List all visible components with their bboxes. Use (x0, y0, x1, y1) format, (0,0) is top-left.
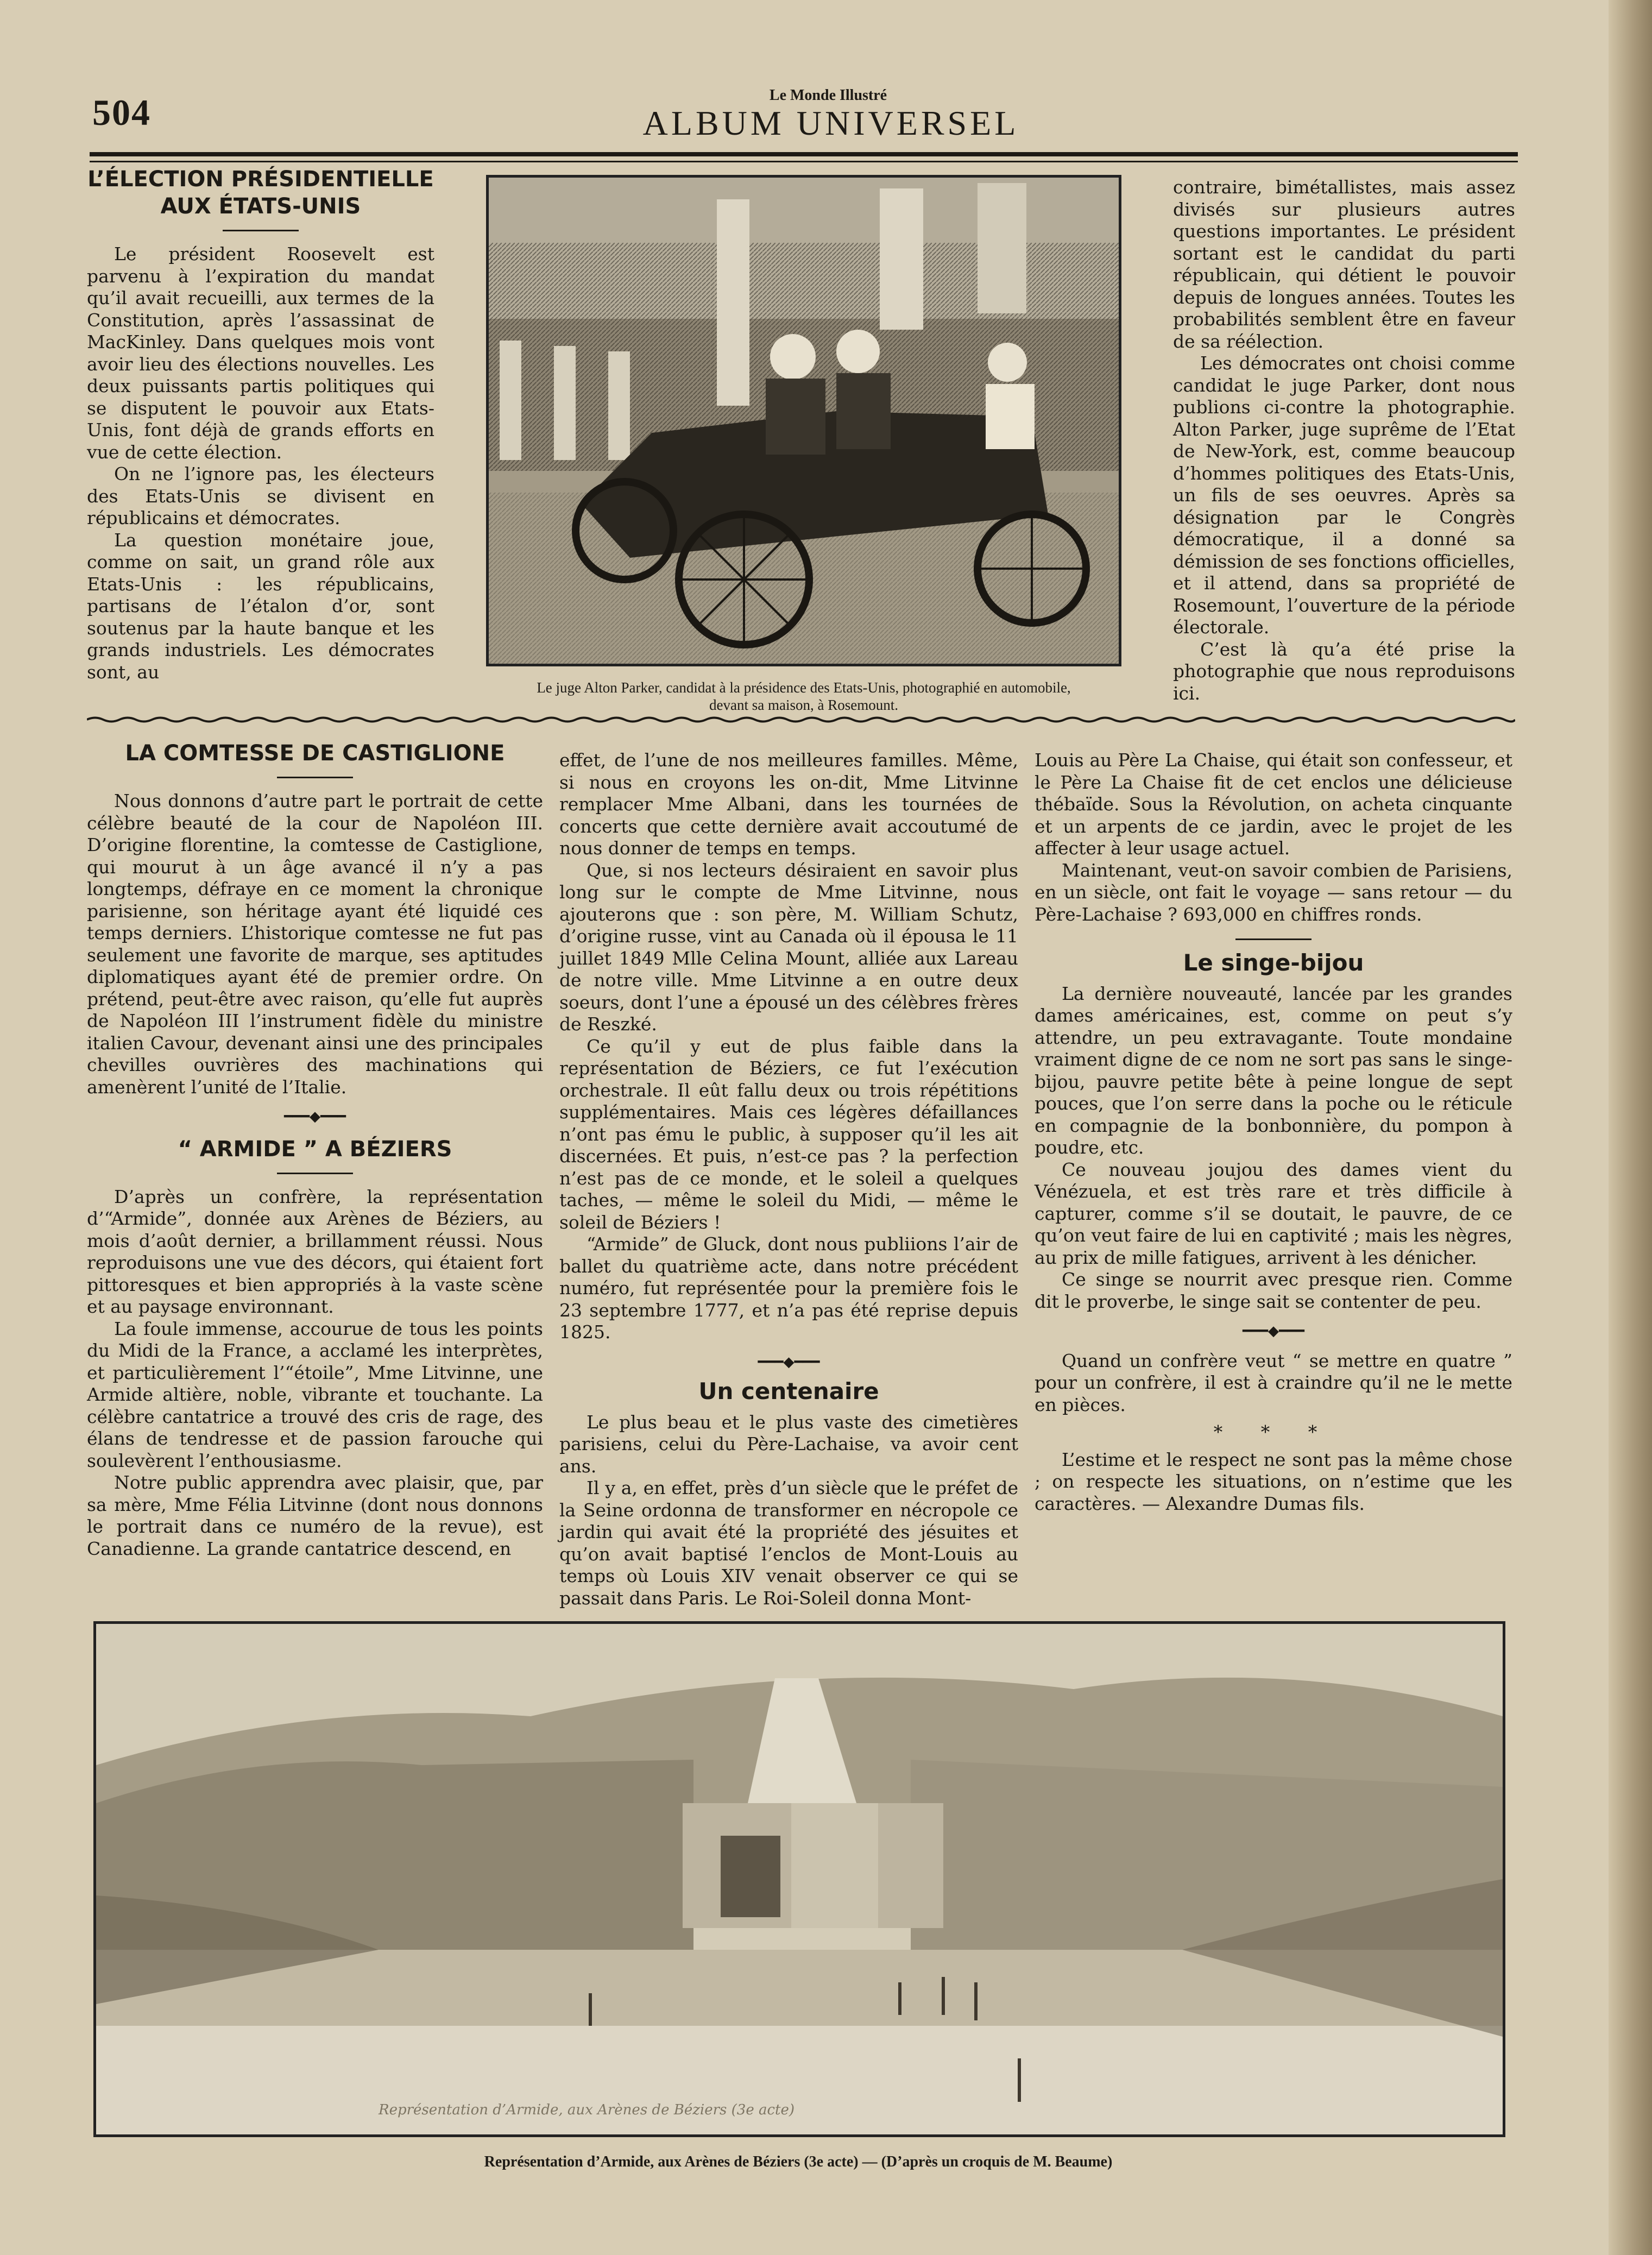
election-heading: L’ÉLECTION PRÉSIDENTIELLE AUX ÉTATS-UNIS (87, 167, 434, 219)
singe-paragraph: Ce nouveau joujou des dames vient du Vénézuela, et est très rare et très difficile à capturer, comme s’il se doutait, le pauvre, de ce qu’on veut faire de lui en captivité ; mais les nègres, au prix de mille fatigues, arrivent à les dénicher. (1035, 1158, 1512, 1268)
stars-separator: * * * (1213, 1421, 1334, 1443)
armide-arena-illustration (93, 1621, 1505, 2137)
ornament-divider: ━━━◆━━━ (284, 1108, 346, 1125)
armide-paragraph: Ce qu’il y eut de plus faible dans la représentation de Béziers, ce fut l’exécution orchestrale. Il eût fallu deux ou trois répétitions supplémentaires. Mais ces légères défaillances n’ont pas ému le public, à supposer qu’il les ait discernées. Et puis, n’est-ce pas ? la perfection n’est pas de ce monde, et le soleil a quelques taches, — même le soleil du Midi, — même le soleil de Béziers ! (559, 1035, 1018, 1233)
section-divider (87, 716, 1515, 723)
armide-paragraph: La foule immense, accourue de tous les points du Midi de la France, a acclamé les interprètes, et particulièrement l’“étoile”, Mme Litvinne, une Armide altière, noble, vibrante et touchante. La célèbre cantatrice a trouvé des cris de rage, des élans de tendresse et de passion farouche qui soulevèrent l’enthousiasme. (87, 1318, 543, 1471)
election-article-right (1173, 177, 1515, 704)
masthead-supertitle: Le Monde Illustré (769, 87, 887, 104)
arena-sketch (96, 1624, 1503, 2134)
photo-caption-line: Le juge Alton Parker, candidat à la présidence des Etats-Unis, photographié en automobile, (537, 679, 1071, 696)
illustration-inset-caption: Représentation d’Armide, aux Arènes de Béziers (3e acte) (379, 2102, 795, 2118)
armide-paragraph: Notre public apprendra avec plaisir, que, par sa mère, Mme Félia Litvinne (dont nous donnons le portrait dans ce numéro de la revue), est Canadienne. La grande cantatrice descend, en (87, 1472, 543, 1559)
heading-underline (277, 777, 353, 778)
election-paragraph: Les démocrates ont choisi comme candidat le juge Parker, dont nous publions ci-contre la photographie. Alton Parker, juge suprême de l’Etat de New-York, est, comme beaucoup d’hommes politiques des Etats-Unis, un fils de ses oeuvres. Après sa désignation par le Congrès démocratique, il a donné sa démission de ses fonctions officielles, et il attend, dans sa propriété de Rosemount, l’ouverture de la période électorale. (1173, 352, 1515, 638)
centenaire-paragraph: Il y a, en effet, près d’un siècle que le préfet de la Seine ordonna de transformer en nécropole ce jardin qui avait été la propriété des jésuites et qu’on avait baptisé l’enclos de Mont-Louis au temps où Louis XIV venait observer ce qui se passait dans Paris. Le Roi-Soleil donna Mont- (559, 1477, 1018, 1609)
parker-photo-illustration (489, 178, 1119, 664)
election-paragraph: On ne l’ignore pas, les électeurs des Etats-Unis se divisent en républicains et démocrates. (87, 463, 434, 528)
centenaire-paragraph: Louis au Père La Chaise, qui était son confesseur, et le Père La Chaise fit de cet enclos une délicieuse thébaïde. Sous la Révolution, on acheta cinquante et un arpents de ce jardin, avec le projet de les affecter à leur usage actuel. (1035, 749, 1512, 859)
header-rule-thin (90, 161, 1518, 162)
column-one (87, 740, 543, 1560)
column-two (559, 749, 1018, 1609)
singe-heading: Le singe-bijou (1183, 949, 1364, 976)
centenaire-heading: Un centenaire (698, 1378, 879, 1404)
ornament-divider: ━━━◆━━━ (1243, 1323, 1304, 1339)
heading-underline (223, 230, 299, 231)
illustration-caption: Représentation d’Armide, aux Arènes de Béziers (3e acte) — (D’après un croquis de M. Beaume) (484, 2153, 1113, 2170)
column-three (1035, 749, 1512, 1515)
page-number: 504 (92, 92, 151, 133)
section-rule (1235, 938, 1311, 940)
heading-underline (277, 1173, 353, 1174)
armide-heading: “ ARMIDE ” A BÉZIERS (178, 1136, 452, 1162)
election-paragraph: Le président Roosevelt est parvenu à l’expiration du mandat qu’il avait recueilli, aux termes de la Constitution, après l’assassinat de MacKinley. Dans quelques mois vont avoir lieu des élections nouvelles. Les deux puissants partis politiques qui se disputent le pouvoir aux Etats-Unis, font déjà de grands efforts en vue de cette élection. (87, 243, 434, 463)
castiglione-paragraph: Nous donnons d’autre part le portrait de cette célèbre beauté de la cour de Napoléon III. D’origine florentine, la comtesse de Castiglione, qui mourut à un âge avancé il n’y a pas longtemps, défraye en ce moment la chronique parisienne, son héritage ayant été liquidé ces temps derniers. L’historique comtesse ne fut pas seulement une favorite de marque, ses aptitudes diplomatiques ayant été de premier ordre. On prétend, peut-être avec raison, qu’elle fut auprès de Napoléon III l’instrument fidèle du ministre italien Cavour, devenant ainsi une des principales chevilles ouvrières des machinations qui amenèrent l’unité de l’Italie. (87, 790, 543, 1098)
maxim-paragraph: L’estime et le respect ne sont pas la même chose ; on respecte les situations, on n’estime que les caractères. — Alexandre Dumas fils. (1035, 1448, 1512, 1514)
election-article-left (87, 166, 434, 683)
centenaire-paragraph: Le plus beau et le plus vaste des cimetières parisiens, celui du Père-Lachaise, va avoir cent ans. (559, 1411, 1018, 1477)
ornament-divider: ━━━◆━━━ (758, 1353, 820, 1370)
header-rule (90, 152, 1518, 156)
castiglione-heading: LA COMTESSE DE CASTIGLIONE (125, 741, 505, 766)
singe-paragraph: La dernière nouveauté, lancée par les grandes dames américaines, est, comme on peut s’y attendre, un peu extravagante. Toute mondaine vraiment digne de ce nom ne sort pas sans le singe-bijou, pauvre petite bête à peine longue de sept pouces, que l’on serre dans la poche ou le réticule en compagnie de la bonbonnière, du pompon à poudre, etc. (1035, 982, 1512, 1158)
photo-caption-line: devant sa maison, à Rosemount. (709, 697, 898, 713)
parker-automobile-photo (486, 175, 1121, 666)
masthead-title: ALBUM UNIVERSEL (642, 104, 1019, 142)
parker-photo-caption (467, 679, 1140, 714)
election-paragraph: C’est là qu’a été prise la photographie que nous reproduisons ici. (1173, 638, 1515, 704)
armide-paragraph: “Armide” de Gluck, dont nous publiions l’air de ballet du quatrième acte, dans notre précédent numéro, fut représentée pour la première fois le 23 septembre 1777, et n’a pas été reprise depuis 1825. (559, 1233, 1018, 1343)
maxim-paragraph: Quand un confrère veut “ se mettre en quatre ” pour un confrère, il est à craindre qu’il ne le mette en pièces. (1035, 1350, 1512, 1415)
singe-paragraph: Ce singe se nourrit avec presque rien. Comme dit le proverbe, le singe sait se contenter de peu. (1035, 1269, 1512, 1312)
election-paragraph: La question monétaire joue, comme on sait, un grand rôle aux Etats-Unis : les républicains, partisans de l’étalon d’or, sont soutenus par la haute banque et les grands industriels. Les démocrates sont, au (87, 529, 434, 683)
armide-paragraph: D’après un confrère, la représentation d’“Armide”, donnée aux Arènes de Béziers, au mois d’août dernier, a brillamment réussi. Nous reproduisons une vue des décors, qui étaient fort pittoresques et bien appropriés à la vaste scène et au paysage environnant. (87, 1186, 543, 1317)
armide-paragraph: effet, de l’une de nos meilleures familles. Même, si nous en croyons les on-dit, Mme Litvinne remplacer Mme Albani, dans les tournées de concerts que cette dernière avait accoutumé de nous donner de temps en temps. (559, 749, 1018, 859)
page-binding-edge (1609, 0, 1652, 2255)
election-paragraph: contraire, bimétallistes, mais assez divisés sur plusieurs autres questions importantes. Le président sortant est le candidat du parti républicain, qui détient le pouvoir depuis de longues années. Toutes les probabilités semblent être en faveur de sa réélection. (1173, 177, 1515, 352)
centenaire-paragraph: Maintenant, veut-on savoir combien de Parisiens, en un siècle, ont fait le voyage — sans retour — du Père-Lachaise ? 693,000 en chiffres ronds. (1035, 859, 1512, 925)
armide-paragraph: Que, si nos lecteurs désiraient en savoir plus long sur le compte de Mme Litvinne, nous ajouterons que : son père, M. William Schutz, d’origine russe, vint au Canada où il épousa le 11 juillet 1849 Mlle Celina Mount, alliée aux Lareau de notre ville. Mme Litvinne a en outre deux soeurs, dont l’une a épousé un des célèbres frères de Reszké. (559, 859, 1018, 1035)
